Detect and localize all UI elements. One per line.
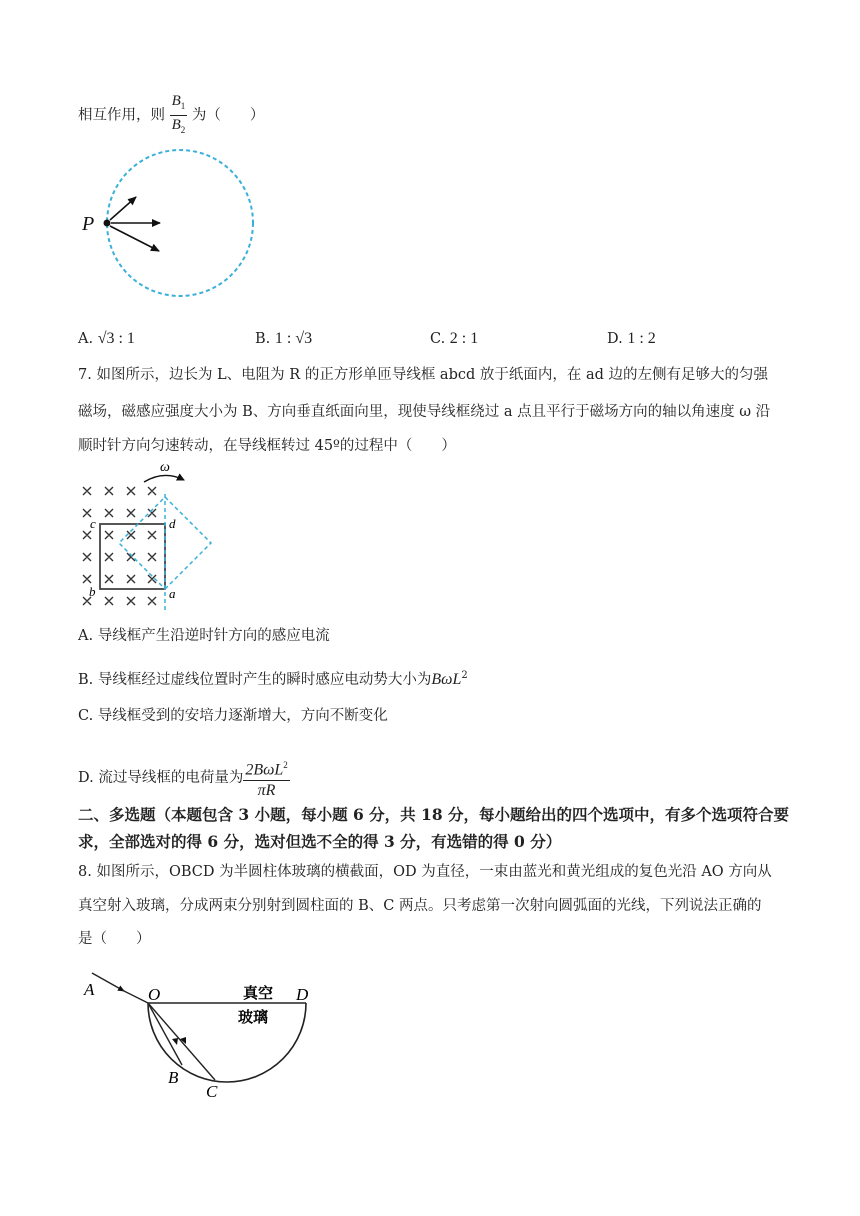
q7-option-d-text: D. 流过导线框的电荷量为 xyxy=(78,770,244,787)
q7-option-b-math: BωL xyxy=(431,670,462,688)
q7-label-c: c xyxy=(90,516,96,531)
q8-figure xyxy=(78,965,328,1105)
q8-label-vacuum: 真空 xyxy=(243,984,274,1002)
q8-incident-ray-start xyxy=(92,973,124,991)
q7-option-d-num-sup: 2 xyxy=(283,760,288,770)
q6-option-c xyxy=(430,330,478,348)
q6-point-p xyxy=(104,220,111,227)
q6-option-a-text: √3 : 1 xyxy=(97,330,135,347)
q7-option-b-sup: 2 xyxy=(461,670,468,681)
q6-frac-num: B xyxy=(171,93,181,109)
q6-arrow-lower xyxy=(110,226,159,251)
q6-option-c-letter: C. xyxy=(430,331,446,347)
q7-option-d-fraction xyxy=(243,755,289,801)
q6-stem-suffix: 为（ ） xyxy=(191,107,265,124)
q6-figure xyxy=(70,140,270,310)
q8-label-c: C xyxy=(206,1082,218,1101)
q6-option-b-letter: B. xyxy=(255,331,271,347)
section-heading-multi-choice: 二、多选题（本题包含 3 小题，每小题 6 分，共 18 分，每小题给出的四个选项中，有多个选项符合要求，全部选对的得 6 分，选对但选不全的得 3 分，有选错的得 0 分） xyxy=(78,805,790,851)
q6-option-a xyxy=(78,330,135,348)
q7-figure xyxy=(76,458,226,613)
q8-label-b: B xyxy=(168,1068,179,1087)
q8-label-o: O xyxy=(148,985,161,1004)
q8-label-a: A xyxy=(84,980,95,999)
q8-label-glass: 玻璃 xyxy=(238,1008,269,1026)
q8-arrow-ob xyxy=(172,1038,178,1045)
q7-stem-line3: 顺时针方向匀速转动，在导线框转过 45º的过程中（ ） xyxy=(78,438,456,454)
q6-option-a-letter: A. xyxy=(78,331,94,347)
q6-frac-den-sub: 2 xyxy=(180,125,186,135)
q6-option-c-text: 2 : 1 xyxy=(449,330,479,347)
q6-frac-num-sub: 1 xyxy=(180,101,186,111)
q6-label-p: P xyxy=(82,213,95,235)
q6-option-d xyxy=(607,330,656,348)
q8-label-d: D xyxy=(296,985,309,1004)
q7-option-b-text: B. 导线框经过虚线位置时产生的瞬时感应电动势大小为 xyxy=(78,671,432,688)
q7-option-a: A. 导线框产生沿逆时针方向的感应电流 xyxy=(78,628,330,644)
q7-option-d xyxy=(78,755,290,801)
q7-stem-line1: 7. 如图所示，边长为 L、电阻为 R 的正方形单匝导线框 abcd 放于纸面内，在 ad 边的左侧有足够大的匀强 xyxy=(78,367,769,383)
q7-option-b xyxy=(78,666,468,690)
q8-stem-line3: 是（ ） xyxy=(78,931,151,947)
q8-incident-ray xyxy=(122,990,148,1003)
q6-option-b xyxy=(255,330,312,348)
q8-ray-ob xyxy=(148,1003,182,1065)
q7-rotation-arrow xyxy=(144,475,184,482)
q6-option-d-text: 1 : 2 xyxy=(627,330,656,347)
q7-label-b: b xyxy=(89,584,96,599)
q8-stem-line1: 8. 如图所示，OBCD 为半圆柱体玻璃的横截面，OD 为直径，一束由蓝光和黄光组成的复色光沿 AO 方向从 xyxy=(78,864,772,880)
q7-label-a: a xyxy=(169,586,176,601)
q7-omega-label: ω xyxy=(160,460,170,475)
q7-option-c: C. 导线框受到的安培力逐渐增大，方向不断变化 xyxy=(78,708,388,724)
q6-arrow-upper xyxy=(110,197,136,220)
q7-option-d-den: πR xyxy=(257,782,276,800)
q6-option-d-letter: D. xyxy=(607,331,623,347)
q6-stem xyxy=(78,92,264,139)
q6-stem-prefix: 相互作用，则 xyxy=(78,107,165,124)
q6-frac-den: B xyxy=(171,117,181,133)
q6-option-b-text: 1 : √3 xyxy=(274,330,313,347)
q8-stem-line2: 真空射入玻璃，分成两束分别射到圆柱面的 B、C 两点。只考虑第一次射向圆弧面的光线，下列说法正确的 xyxy=(78,898,762,914)
q7-stem-line2: 磁场，磁感应强度大小为 B、方向垂直纸面向里，现使导线框绕过 a 点且平行于磁场方向的轴以角速度 ω 沿 xyxy=(78,404,771,420)
q7-option-d-num: 2BωL xyxy=(245,761,284,779)
q6-fraction xyxy=(170,92,188,139)
q7-label-d: d xyxy=(169,516,176,531)
